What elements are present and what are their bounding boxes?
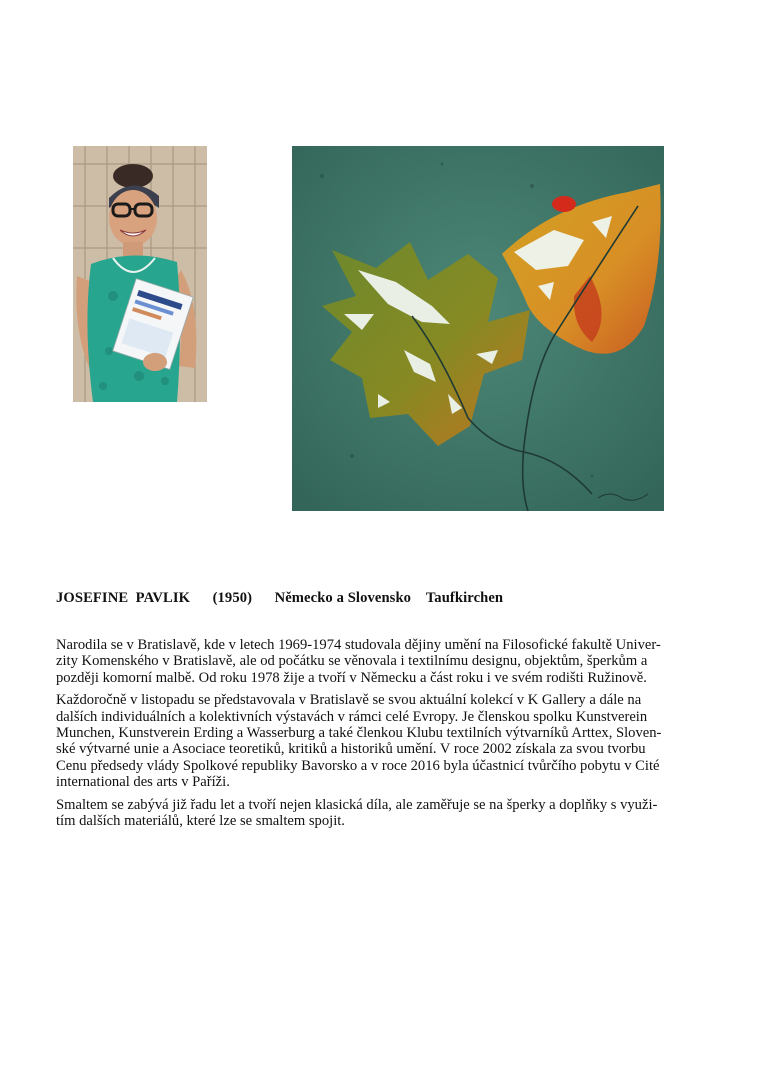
artwork-image-leaves: [292, 146, 664, 511]
artist-countries: Německo a Slovensko: [274, 590, 412, 606]
biography-text: [56, 637, 716, 835]
text-line: ské výtvarné unie a Asociace teoretiků, kritiků a historiků umění. V roce 2002 získala za svou tvorbu: [56, 741, 646, 758]
artist-heading: [56, 590, 716, 607]
biography-paragraph-3: [56, 797, 716, 830]
artist-city: Taufkirchen: [425, 590, 504, 606]
text-line: Narodila se v Bratislavě, kde v letech 1969-1974 studovala dějiny umění na Filosofické fakultě Univer-: [56, 637, 661, 653]
text-line: tím dalších materiálů, které lze se smaltem spojit.: [56, 813, 345, 830]
text-line: Každoročně v listopadu se představovala v Bratislavě se svou aktuální kolekcí v K Gallery a dále na: [56, 692, 642, 709]
text-line: zity Komenského v Bratislavě, ale od počátku se věnovala i textilnímu designu, objektům, šperkům a: [56, 653, 648, 670]
text-line: později komorní malbě. Od roku 1978 žije a tvoří v Německu a část roku i ve svém rodišti Ružinově.: [56, 669, 647, 686]
text-line: Smaltem se zabývá již řadu let a tvoří nejen klasická díla, ale zaměřuje se na šperky a doplňky s využi-: [56, 796, 658, 813]
biography-paragraph-1: [56, 637, 716, 686]
text-line: Munchen, Kunstverein Erding a Wasserburg a také členkou Klubu textilních výtvarníků Arttex, Sloven-: [56, 725, 662, 742]
text-line: dalších individuálních a kolektivních výstavách v rámci celé Evropy. Je členskou spolku Kunstverein: [56, 708, 648, 725]
artist-name: JOSEFINE PAVLIK: [56, 590, 191, 606]
text-line: international des arts v Paříži.: [56, 774, 230, 791]
text-line: Cenu předsedy vlády Spolkové republiky Bavorsko a v roce 2016 byla účastnicí tvůrčího pobytu v Cité: [56, 757, 660, 774]
artist-birth-year: (1950): [212, 590, 253, 606]
biography-paragraph-2: [56, 692, 716, 790]
artist-portrait-photo: [73, 146, 207, 402]
